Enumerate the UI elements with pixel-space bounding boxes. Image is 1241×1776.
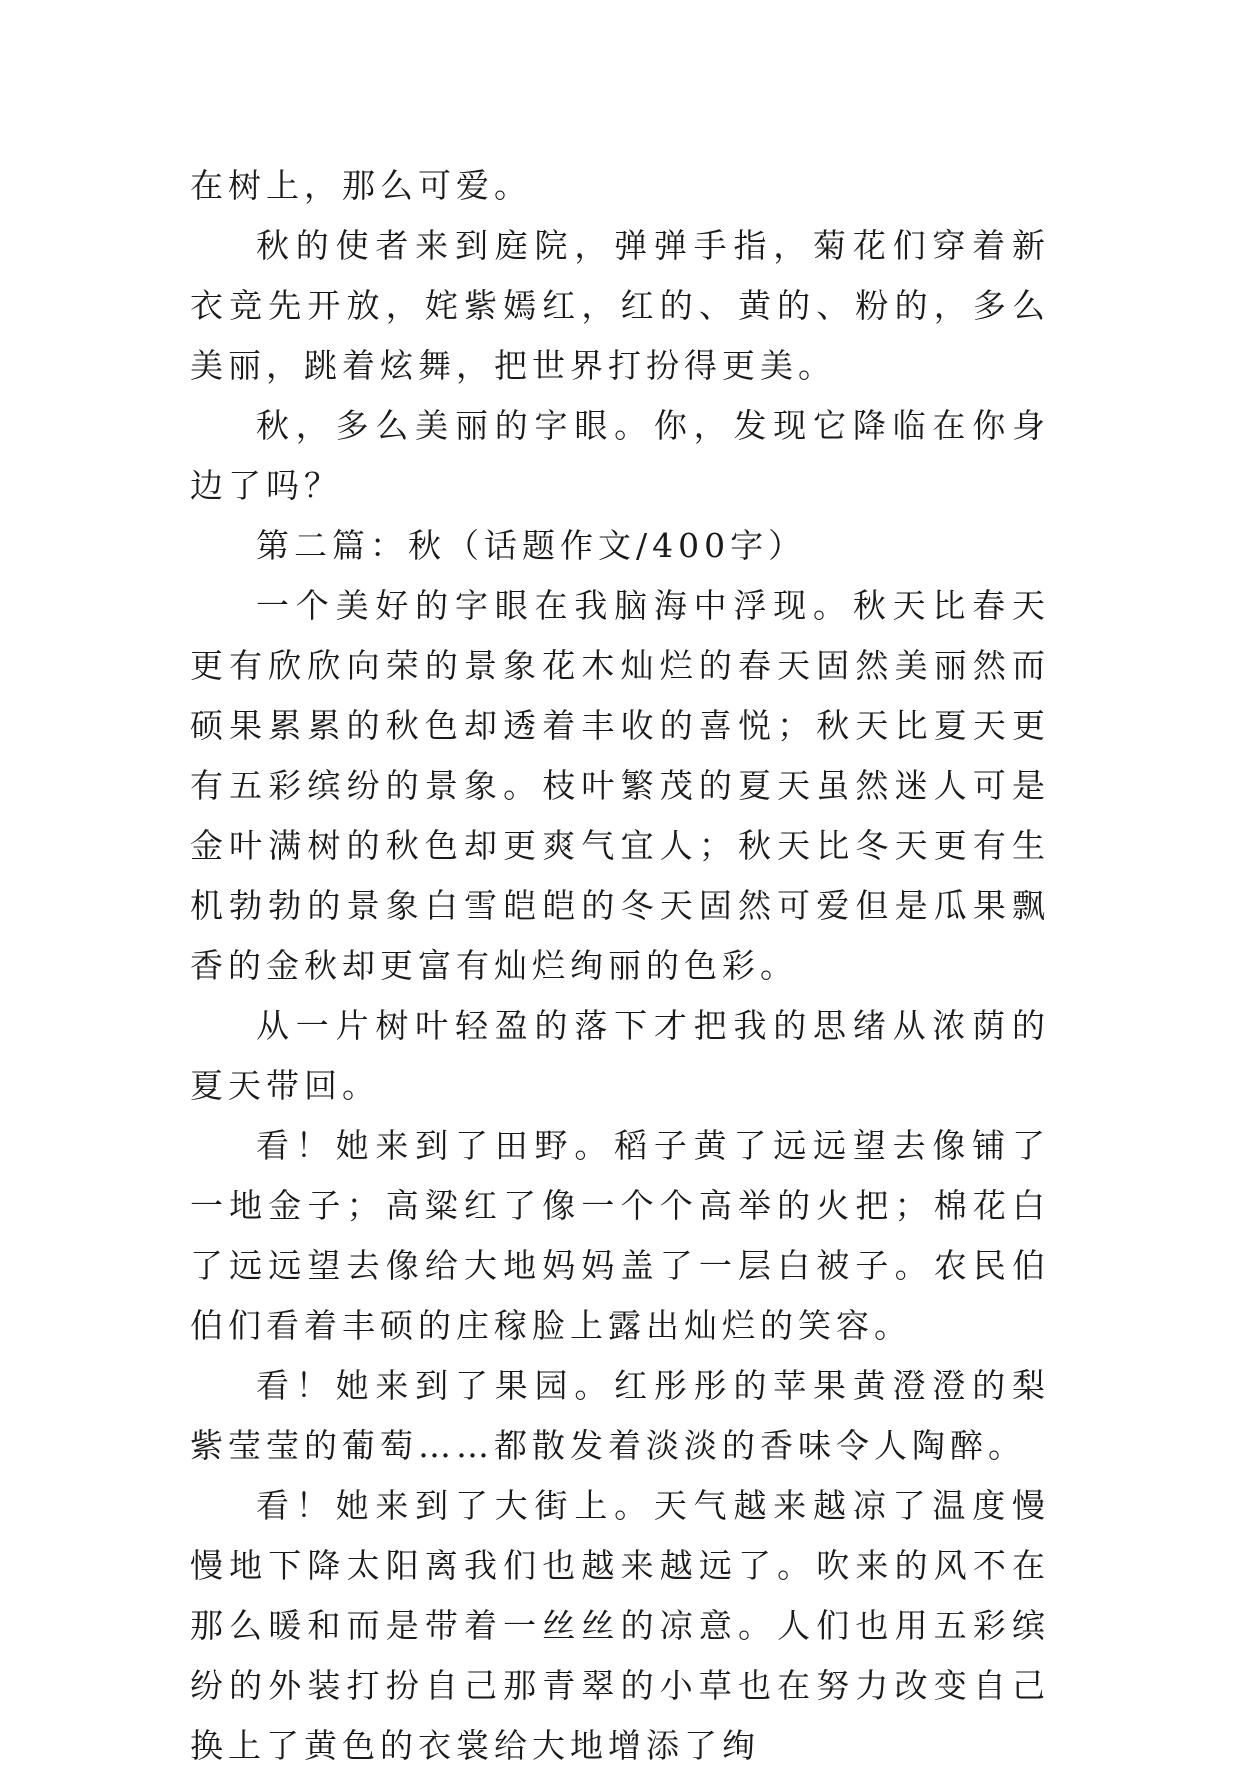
paragraph: 看！她来到了田野。稻子黄了远远望去像铺了一地金子；高粱红了像一个个高举的火把；棉花白了远远望去像给大地妈妈盖了一层白被子。农民伯伯们看着丰硕的庄稼脸上露出灿烂的笑容。 (190, 1126, 1050, 1345)
paragraph: 一个美好的字眼在我脑海中浮现。秋天比春天更有欣欣向荣的景象花木灿烂的春天固然美丽然而硕果累累的秋色却透着丰收的喜悦；秋天比夏天更有五彩缤纷的景象。枝叶繁茂的夏天虽然迷人可是金叶满树的秋色却更爽气宜人；秋天比冬天更有生机勃勃的景象白雪皑皑的冬天固然可爱但是瓜果飘香的金秋却更富有灿烂绚丽的色彩。 (190, 586, 1050, 985)
paragraph: 看！她来到了大街上。天气越来越凉了温度慢慢地下降太阳离我们也越来越远了。吹来的风不在那么暖和而是带着一丝丝的凉意。人们也用五彩缤纷的外装打扮自己那青翠的小草也在努力改变自己换上了黄色的衣裳给大地增添了绚 (190, 1486, 1050, 1765)
paragraph: 从一片树叶轻盈的落下才把我的思绪从浓荫的夏天带回。 (190, 1006, 1050, 1105)
paragraph: 看！她来到了果园。红彤彤的苹果黄澄澄的梨紫莹莹的葡萄……都散发着淡淡的香味令人陶醉。 (190, 1366, 1050, 1465)
paragraph: 秋，多么美丽的字眼。你，发现它降临在你身边了吗？ (190, 406, 1050, 505)
section-heading: 第二篇：秋（话题作文/400字） (256, 526, 807, 565)
document-body (190, 156, 1050, 1776)
paragraph: 在树上，那么可爱。 (190, 166, 532, 205)
paragraph: 秋的使者来到庭院，弹弹手指，菊花们穿着新衣竞先开放，姹紫嫣红，红的、黄的、粉的，多么美丽，跳着炫舞，把世界打扮得更美。 (190, 226, 1050, 385)
